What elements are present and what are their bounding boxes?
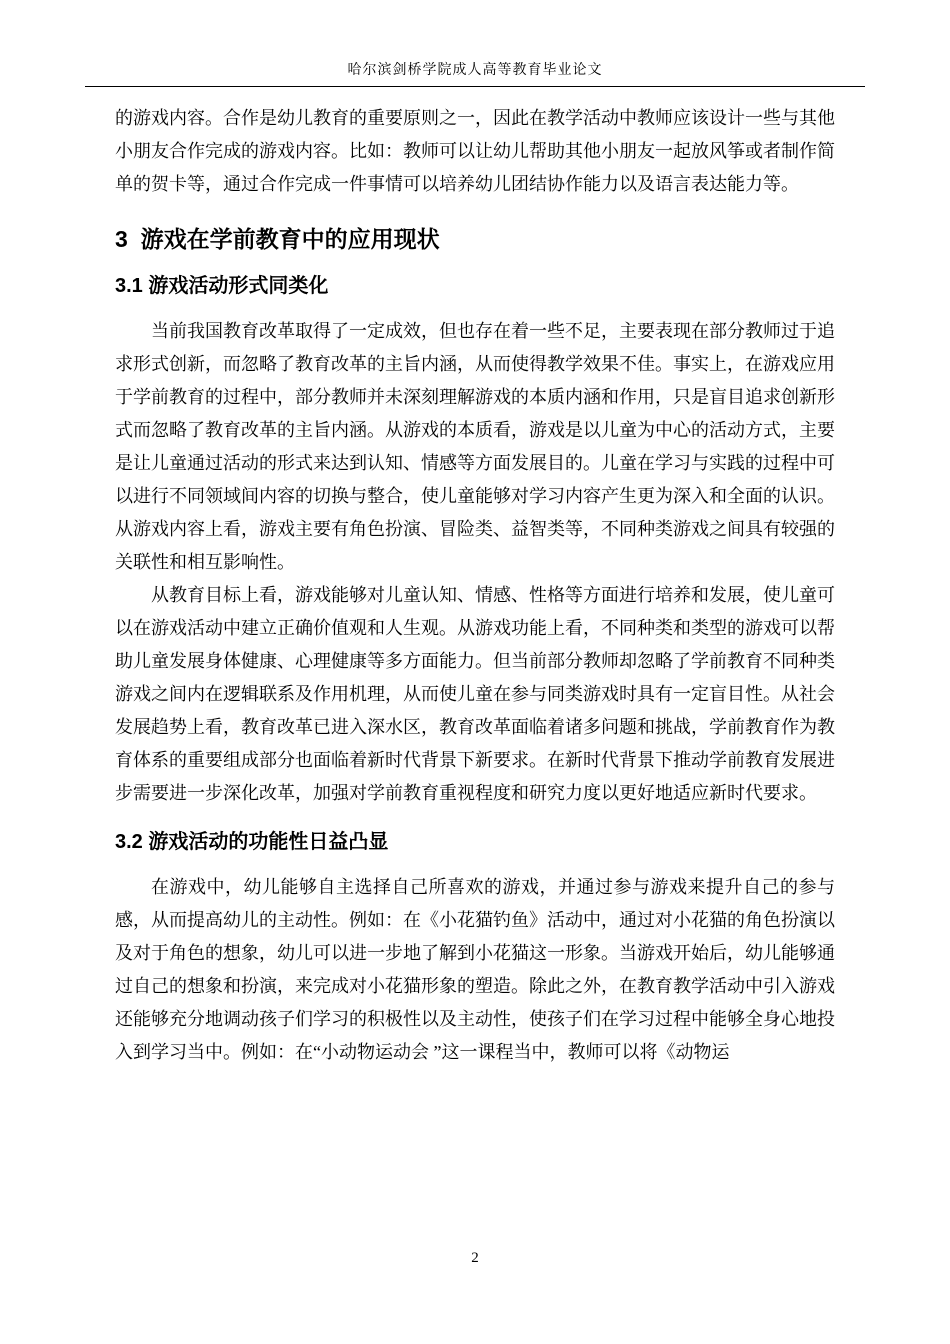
header-title: 哈尔滨剑桥学院成人高等教育毕业论文 <box>347 63 603 78</box>
continuation-paragraph: 的游戏内容。合作是幼儿教育的重要原则之一，因此在教学活动中教师应该设计一些与其他小朋友合作完成的游戏内容。比如：教师可以让幼儿帮助其他小朋友一起放风筝或者制作简单的贺卡等，通过合作完成一件事情可以培养幼儿团结协作能力以及语言表达能力等。 <box>115 108 835 194</box>
section-heading-3-1: 3.1 游戏活动形式同类化 <box>115 275 329 297</box>
page-body <box>115 102 835 1069</box>
section-3-2-paragraph-1: 在游戏中，幼儿能够自主选择自己所喜欢的游戏，并通过参与游戏来提升自己的参与感，从而提高幼儿的主动性。例如：在《小花猫钓鱼》活动中，通过对小花猫的角色扮演以及对于角色的想象，幼儿可以进一步地了解到小花猫这一形象。当游戏开始后，幼儿能够通过自己的想象和扮演，来完成对小花猫形象的塑造。除此之外，在教育教学活动中引入游戏还能够充分地调动孩子们学习的积极性以及主动性，使孩子们在学习过程中能够全身心地投入到学习当中。例如：在“小动物运动会 ”这一课程当中，教师可以将《动物运 <box>115 877 835 1062</box>
section-heading-3-2: 3.2 游戏活动的功能性日益凸显 <box>115 831 389 853</box>
page-header <box>85 0 865 87</box>
section-3-1-paragraph-2: 从教育目标上看，游戏能够对儿童认知、情感、性格等方面进行培养和发展，使儿童可以在游戏活动中建立正确价值观和人生观。从游戏功能上看，不同种类和类型的游戏可以帮助儿童发展身体健康、心理健康等多方面能力。但当前部分教师却忽略了学前教育不同种类游戏之间内在逻辑联系及作用机理，从而使儿童在参与同类游戏时具有一定盲目性。从社会发展趋势上看，教育改革已进入深水区，教育改革面临着诸多问题和挑战，学前教育作为教育体系的重要组成部分也面临着新时代背景下新要求。在新时代背景下推动学前教育发展进步需要进一步深化改革，加强对学前教育重视程度和研究力度以更好地适应新时代要求。 <box>115 585 835 803</box>
page-footer <box>0 1250 950 1267</box>
section-3-1-paragraph-1: 当前我国教育改革取得了一定成效，但也存在着一些不足，主要表现在部分教师过于追求形式创新，而忽略了教育改革的主旨内涵，从而使得教学效果不佳。事实上，在游戏应用于学前教育的过程中，部分教师并未深刻理解游戏的本质内涵和作用，只是盲目追求创新形式而忽略了教育改革的主旨内涵。从游戏的本质看，游戏是以儿童为中心的活动方式，主要是让儿童通过活动的形式来达到认知、情感等方面发展目的。儿童在学习与实践的过程中可以进行不同领域间内容的切换与整合，使儿童能够对学习内容产生更为深入和全面的认识。从游戏内容上看，游戏主要有角色扮演、冒险类、益智类等，不同种类游戏之间具有较强的关联性和相互影响性。 <box>115 321 835 572</box>
chapter-heading: 3 游戏在学前教育中的应用现状 <box>115 226 440 252</box>
page-number: 2 <box>471 1250 479 1266</box>
